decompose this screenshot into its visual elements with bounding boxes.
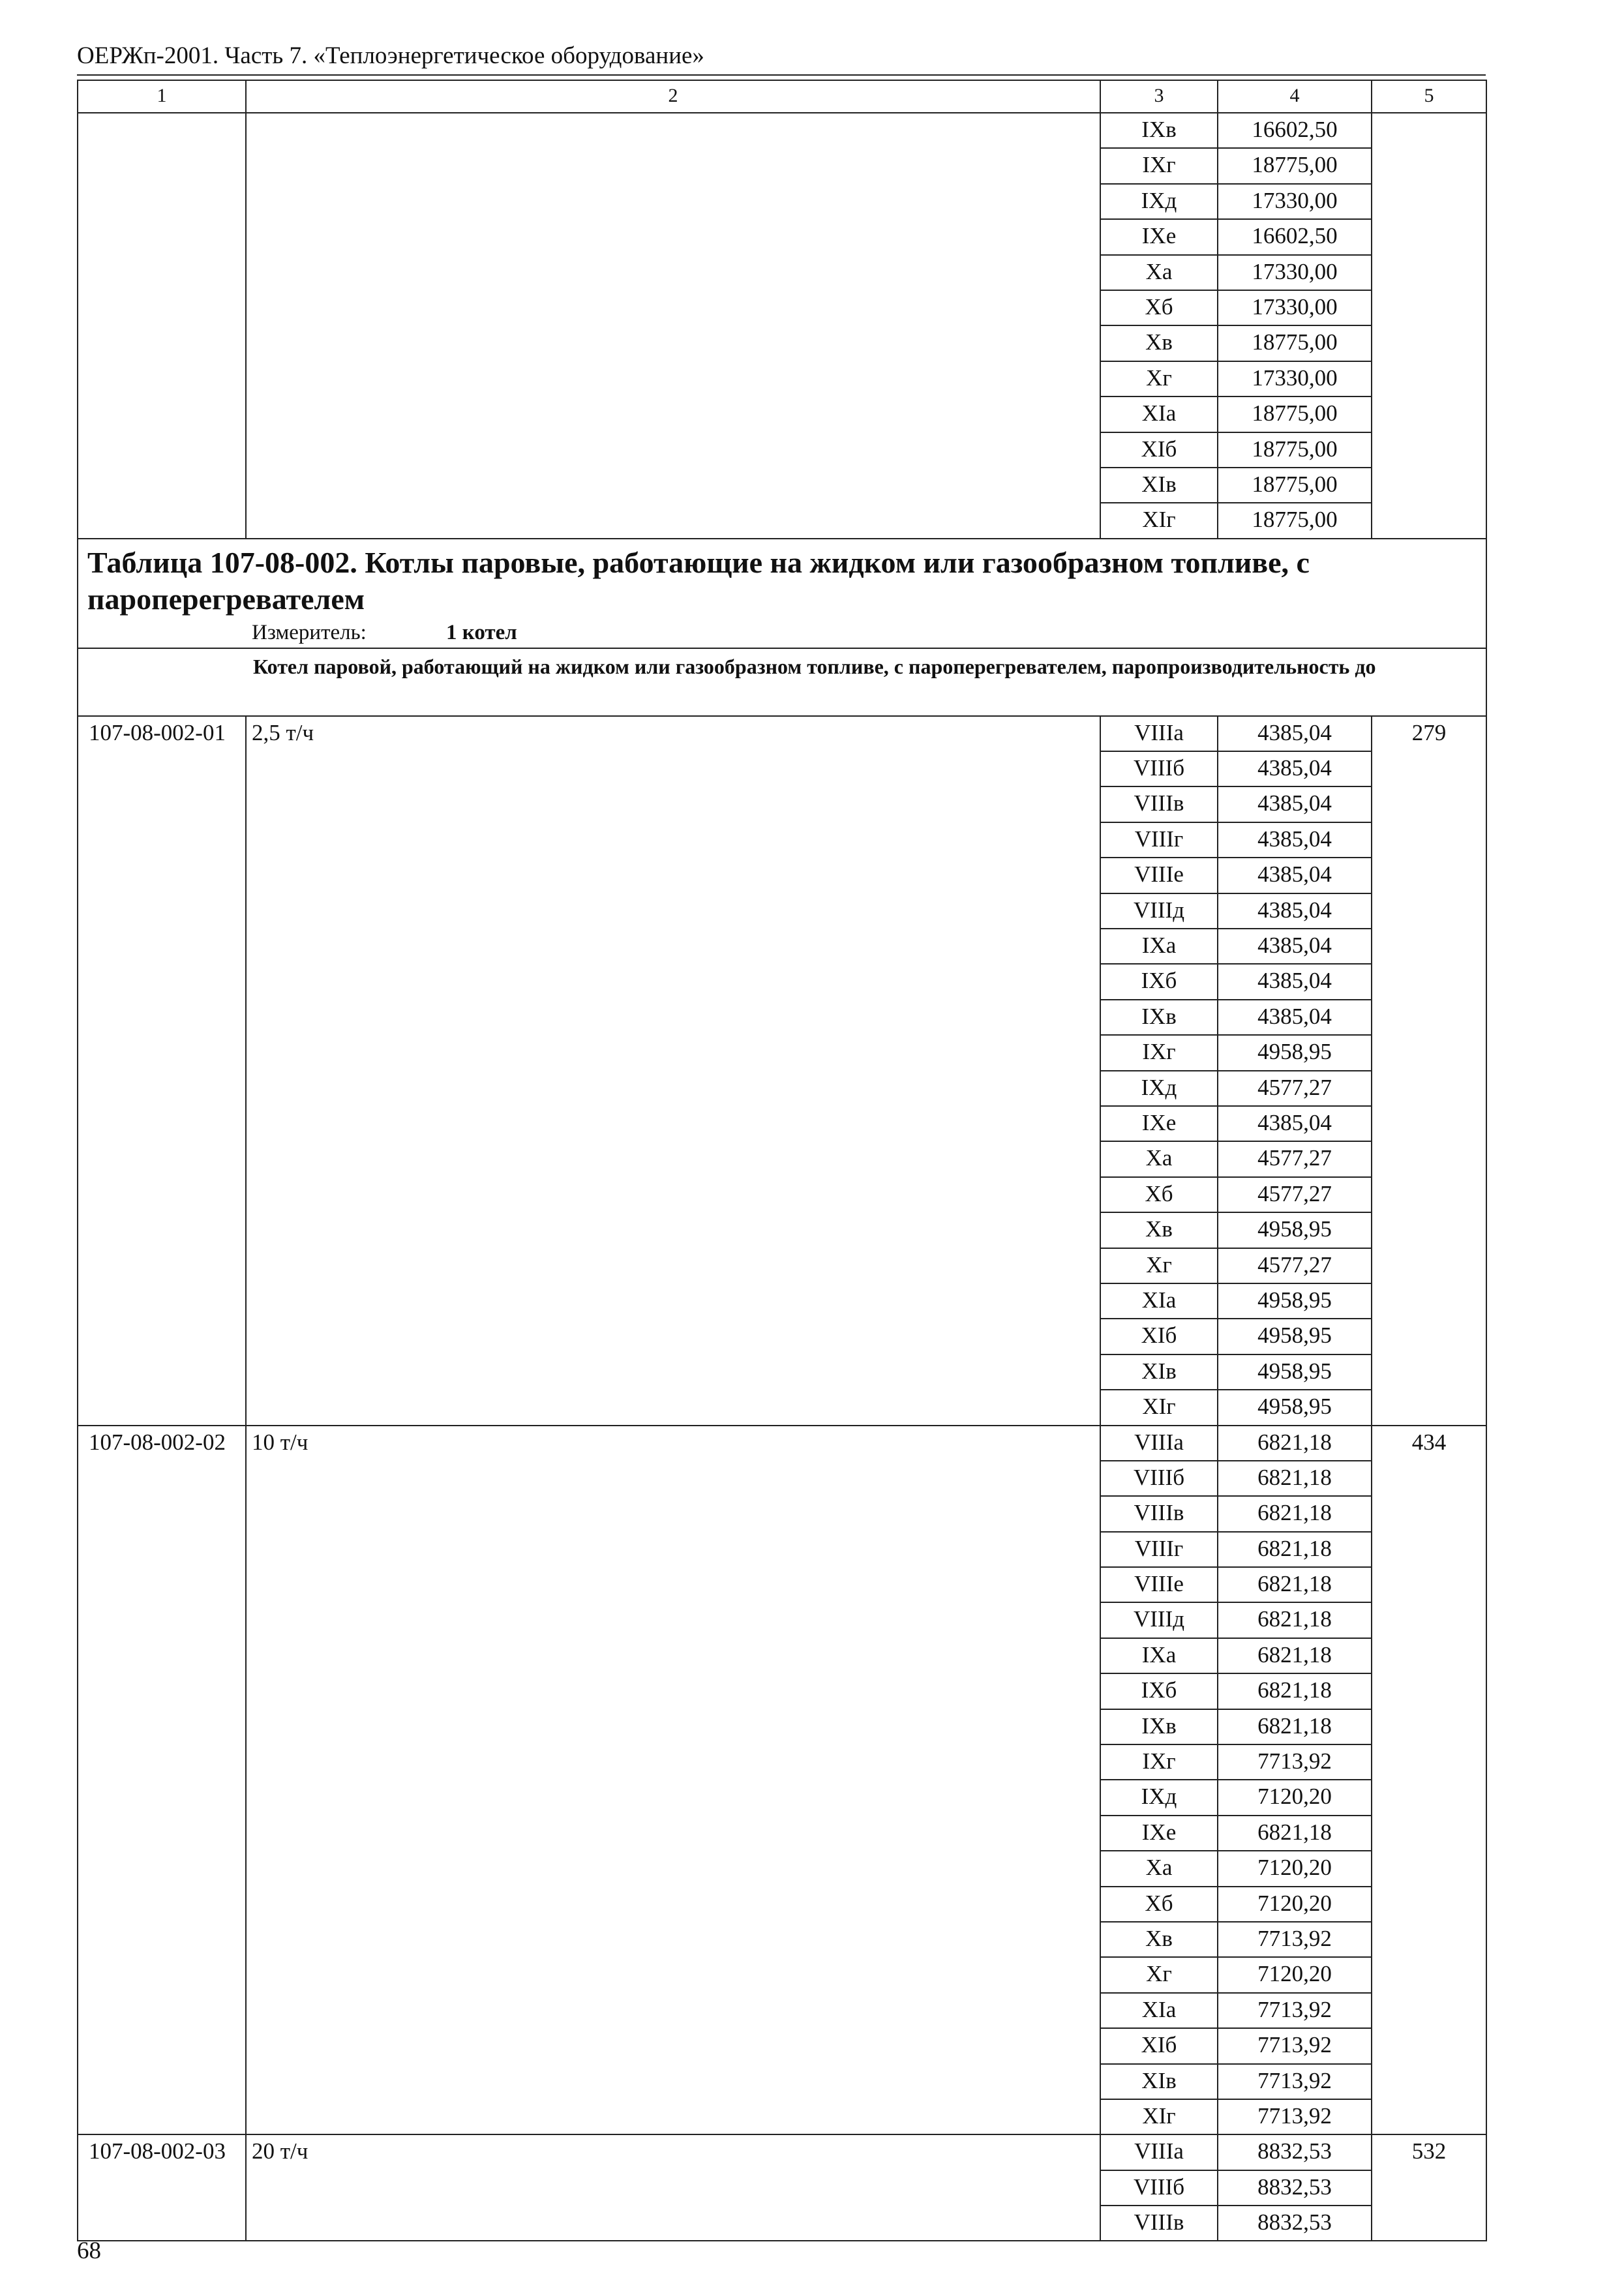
zone-cell: VIIIв: [1100, 1496, 1218, 1531]
zone-cell: Xв: [1100, 325, 1218, 361]
price-table-body: [78, 80, 1486, 2241]
meter-value: 1 котел: [446, 620, 517, 644]
price-cell: 8832,53: [1218, 2206, 1372, 2241]
price-table: [77, 80, 1487, 2241]
zone-cell: VIIIб: [1100, 1461, 1218, 1496]
zone-cell: XIб: [1100, 432, 1218, 468]
zone-cell: VIIIв: [1100, 2206, 1218, 2241]
column-number: 5: [1372, 80, 1486, 113]
price-cell: 4958,95: [1218, 1319, 1372, 1354]
table-row: [78, 1426, 1486, 1461]
price-cell: 4958,95: [1218, 1390, 1372, 1425]
price-cell: 7713,92: [1218, 2099, 1372, 2134]
price-cell: 6821,18: [1218, 1532, 1372, 1567]
column-number: 4: [1218, 80, 1372, 113]
price-cell: 6821,18: [1218, 1496, 1372, 1531]
zone-cell: IXв: [1100, 1000, 1218, 1035]
price-cell: 6821,18: [1218, 1602, 1372, 1638]
price-cell: 4385,04: [1218, 1106, 1372, 1141]
zone-cell: IXб: [1100, 1673, 1218, 1709]
zone-cell: Xг: [1100, 1248, 1218, 1283]
zone-cell: XIа: [1100, 1993, 1218, 2028]
zone-cell: XIв: [1100, 468, 1218, 503]
zone-cell: XIг: [1100, 503, 1218, 538]
price-cell: 18775,00: [1218, 503, 1372, 538]
price-cell: 6821,18: [1218, 1567, 1372, 1602]
meter-label: Измеритель:: [252, 620, 367, 644]
zone-cell: IXг: [1100, 1035, 1218, 1070]
price-cell: 6821,18: [1218, 1709, 1372, 1744]
header-rule: [77, 74, 1486, 76]
zone-cell: XIб: [1100, 1319, 1218, 1354]
item-code: 107-08-002-03: [78, 2134, 246, 2241]
zone-cell: IXг: [1100, 148, 1218, 183]
zone-cell: VIIIе: [1100, 1567, 1218, 1602]
price-cell: 7713,92: [1218, 1744, 1372, 1780]
zone-cell: IXа: [1100, 929, 1218, 964]
zone-cell: Xг: [1100, 361, 1218, 396]
zone-cell: XIв: [1100, 2064, 1218, 2099]
zone-cell: VIIIв: [1100, 786, 1218, 822]
price-cell: 4958,95: [1218, 1283, 1372, 1319]
zone-cell: VIIIе: [1100, 858, 1218, 893]
zone-cell: Xг: [1100, 1957, 1218, 1992]
item-name: 20 т/ч: [246, 2134, 1100, 2241]
zone-cell: VIIIб: [1100, 751, 1218, 786]
zone-cell: IXд: [1100, 1780, 1218, 1815]
price-cell: 6821,18: [1218, 1673, 1372, 1709]
zone-cell: IXа: [1100, 1638, 1218, 1673]
price-cell: 4958,95: [1218, 1354, 1372, 1390]
price-cell: 4958,95: [1218, 1212, 1372, 1248]
zone-cell: Xб: [1100, 1887, 1218, 1922]
zone-cell: Xа: [1100, 1851, 1218, 1886]
section-title-row: [78, 648, 1486, 716]
zone-cell: Xб: [1100, 290, 1218, 325]
table-row: [78, 716, 1486, 751]
labor-cell: 279: [1372, 716, 1486, 1426]
zone-cell: VIIIа: [1100, 716, 1218, 751]
zone-cell: VIIIд: [1100, 893, 1218, 929]
zone-cell: VIIIг: [1100, 1532, 1218, 1567]
price-cell: 6821,18: [1218, 1816, 1372, 1851]
labor-cell: 532: [1372, 2134, 1486, 2241]
zone-cell: XIа: [1100, 1283, 1218, 1319]
price-cell: 4577,27: [1218, 1071, 1372, 1106]
item-name-cell: [246, 113, 1100, 539]
zone-cell: VIIIг: [1100, 822, 1218, 858]
price-cell: 18775,00: [1218, 432, 1372, 468]
price-cell: 4385,04: [1218, 1000, 1372, 1035]
price-cell: 16602,50: [1218, 219, 1372, 254]
price-cell: 17330,00: [1218, 184, 1372, 219]
price-cell: 7120,20: [1218, 1887, 1372, 1922]
price-cell: 4958,95: [1218, 1035, 1372, 1070]
item-name: 10 т/ч: [246, 1426, 1100, 2135]
zone-cell: VIIIа: [1100, 1426, 1218, 1461]
price-cell: 4385,04: [1218, 751, 1372, 786]
meter-cell: [78, 619, 1486, 648]
zone-cell: Xб: [1100, 1177, 1218, 1212]
column-number: 2: [246, 80, 1100, 113]
zone-cell: IXд: [1100, 1071, 1218, 1106]
zone-cell: VIIIа: [1100, 2134, 1218, 2170]
meter-row: [78, 619, 1486, 648]
price-cell: 7713,92: [1218, 2064, 1372, 2099]
price-cell: 17330,00: [1218, 361, 1372, 396]
price-cell: 4385,04: [1218, 786, 1372, 822]
zone-cell: VIIIд: [1100, 1602, 1218, 1638]
item-code: 107-08-002-01: [78, 716, 246, 1426]
price-cell: 4385,04: [1218, 964, 1372, 999]
zone-cell: XIа: [1100, 396, 1218, 432]
document-header: ОЕРЖп-2001. Часть 7. «Теплоэнергетическое оборудование»: [77, 42, 704, 69]
price-cell: 7120,20: [1218, 1851, 1372, 1886]
price-cell: 8832,53: [1218, 2134, 1372, 2170]
zone-cell: Xа: [1100, 1141, 1218, 1176]
zone-cell: VIIIб: [1100, 2170, 1218, 2206]
price-cell: 4577,27: [1218, 1177, 1372, 1212]
labor-cell: 434: [1372, 1426, 1486, 2135]
price-cell: 4385,04: [1218, 858, 1372, 893]
price-cell: 18775,00: [1218, 468, 1372, 503]
zone-cell: IXе: [1100, 1816, 1218, 1851]
table-row: [78, 113, 1486, 148]
zone-cell: IXд: [1100, 184, 1218, 219]
zone-cell: Xв: [1100, 1212, 1218, 1248]
price-cell: 4385,04: [1218, 716, 1372, 751]
zone-cell: XIг: [1100, 2099, 1218, 2134]
table-row: [78, 2134, 1486, 2170]
zone-cell: IXе: [1100, 1106, 1218, 1141]
price-cell: 18775,00: [1218, 325, 1372, 361]
item-name: 2,5 т/ч: [246, 716, 1100, 1426]
item-code: 107-08-002-02: [78, 1426, 246, 2135]
zone-cell: XIб: [1100, 2028, 1218, 2063]
zone-cell: XIг: [1100, 1390, 1218, 1425]
zone-cell: IXв: [1100, 113, 1218, 148]
zone-cell: IXв: [1100, 1709, 1218, 1744]
price-cell: 6821,18: [1218, 1638, 1372, 1673]
price-cell: 7713,92: [1218, 2028, 1372, 2063]
zone-cell: IXе: [1100, 219, 1218, 254]
price-cell: 18775,00: [1218, 396, 1372, 432]
zone-cell: IXг: [1100, 1744, 1218, 1780]
price-cell: 4385,04: [1218, 893, 1372, 929]
price-cell: 6821,18: [1218, 1461, 1372, 1496]
zone-cell: IXб: [1100, 964, 1218, 999]
price-cell: 18775,00: [1218, 148, 1372, 183]
price-cell: 7713,92: [1218, 1993, 1372, 2028]
price-cell: 17330,00: [1218, 290, 1372, 325]
price-cell: 4385,04: [1218, 929, 1372, 964]
table-title: Таблица 107-08-002. Котлы паровые, работающие на жидком или газообразном топливе, с пароперегревателем: [78, 539, 1486, 619]
table-title-row: [78, 539, 1486, 619]
price-cell: 7713,92: [1218, 1922, 1372, 1957]
price-cell: 8832,53: [1218, 2170, 1372, 2206]
price-cell: 17330,00: [1218, 255, 1372, 290]
price-cell: 7120,20: [1218, 1957, 1372, 1992]
price-cell: 16602,50: [1218, 113, 1372, 148]
column-number-row: [78, 80, 1486, 113]
column-number: 3: [1100, 80, 1218, 113]
zone-cell: Xа: [1100, 255, 1218, 290]
labor-cell: [1372, 113, 1486, 539]
page-number: 68: [77, 2237, 101, 2264]
price-cell: 4577,27: [1218, 1248, 1372, 1283]
price-cell: 7120,20: [1218, 1780, 1372, 1815]
section-title: Котел паровой, работающий на жидком или газообразном топливе, с пароперегревателем, паропроизводительность до: [78, 648, 1486, 716]
price-cell: 6821,18: [1218, 1426, 1372, 1461]
price-cell: 4385,04: [1218, 822, 1372, 858]
item-code-cell: [78, 113, 246, 539]
price-cell: 4577,27: [1218, 1141, 1372, 1176]
zone-cell: XIв: [1100, 1354, 1218, 1390]
column-number: 1: [78, 80, 246, 113]
zone-cell: Xв: [1100, 1922, 1218, 1957]
